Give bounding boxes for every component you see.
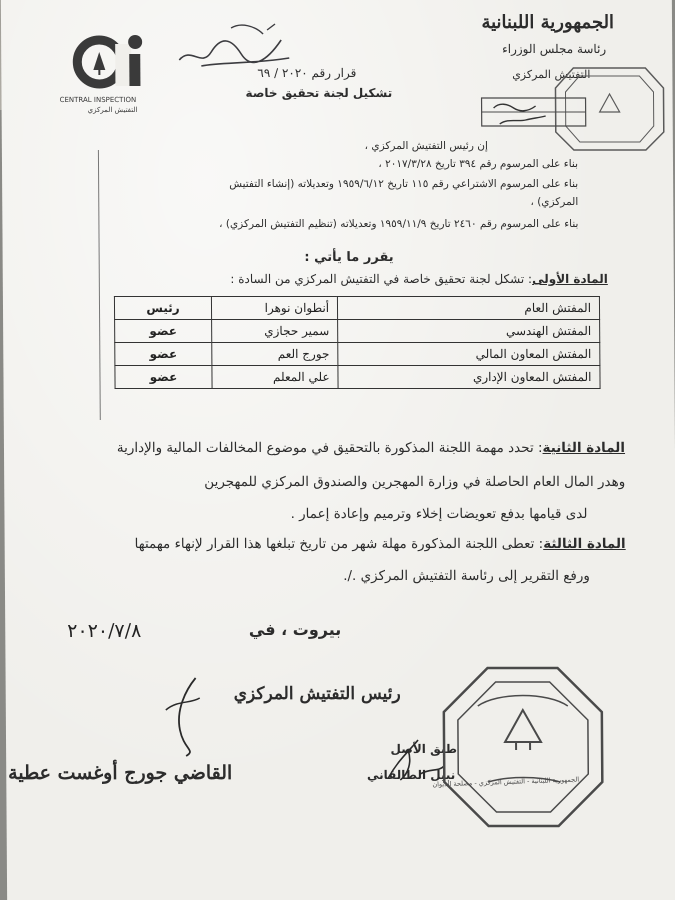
member-role: المفتش العام	[338, 297, 600, 320]
table-row	[115, 366, 600, 389]
decides-heading: يقرر ما يأتي :	[304, 250, 394, 265]
article-3	[135, 536, 626, 552]
article-2	[117, 440, 625, 456]
member-role: المفتش المعاون الإداري	[338, 366, 600, 389]
preamble-line: بناء على المرسوم رقم ٢٤٦٠ تاريخ ١٩٥٩/١١/٩ وتعديلاته (تنظيم التفتيش المركزي) ،	[219, 218, 579, 230]
preamble-line: بناء على المرسوم الاشتراعي رقم ١١٥ تاريخ ١٩٥٩/٦/١٢ وتعديلاته (إنشاء التفتيش	[229, 178, 579, 190]
place-label: بيروت ، في	[248, 620, 342, 639]
article-3-label: المادة الثالثة	[543, 536, 626, 552]
true-copy-label: طبق الأصل	[390, 742, 458, 756]
preamble-line: بناء على المرسوم رقم ٣٩٤ تاريخ ٢٠١٧/٣/٢٨ ،	[378, 158, 579, 170]
member-name: سمير حجازي	[212, 320, 338, 343]
decision-title: تشكيل لجنة تحقيق خاصة	[245, 86, 393, 100]
member-role: المفتش الهندسي	[338, 320, 600, 343]
table-row	[114, 297, 599, 320]
logo-english-text: CENTRAL INSPECTION	[59, 96, 137, 104]
margin-rule	[98, 150, 101, 420]
member-position: عضو	[115, 366, 212, 389]
preamble-line: إن رئيس التفتيش المركزي ،	[364, 140, 488, 152]
member-name: أنطوان نوهرا	[211, 297, 337, 320]
member-name: جورج العم	[212, 343, 338, 366]
registration-box	[480, 96, 590, 130]
article-2-line: وهدر المال العام الحاصلة في وزارة المهجرين والصندوق المركزي للمهجرين	[204, 474, 626, 490]
article-1	[230, 272, 608, 286]
document-page	[1, 0, 675, 900]
member-role: المفتش المعاون المالي	[338, 343, 600, 366]
table-row	[115, 320, 600, 343]
member-position: عضو	[115, 343, 212, 366]
preamble-line: المركزي) ،	[530, 196, 579, 208]
table-row	[115, 343, 600, 366]
article-2-label: المادة الثانية	[542, 440, 626, 456]
member-name: علي المعلم	[212, 366, 338, 389]
decision-number: قرار رقم ٢٠٢٠ / ٦٩	[257, 66, 357, 80]
header-inspection: التفتيش المركزي	[512, 68, 591, 81]
article-3-line: : تعطى اللجنة المذكورة مهلة شهر من تاريخ تبلغها هذا القرار لإنهاء مهمتها	[134, 536, 544, 552]
signer-name: نبيل الطالقاني	[366, 768, 456, 782]
member-position: عضو	[115, 320, 212, 343]
header-republic: الجمهورية اللبنانية	[481, 12, 615, 33]
article-3-line: ورفع التقرير إلى رئاسة التفتيش المركزي ./.	[343, 568, 590, 584]
judge-name: القاضي جورج أوغست عطية	[8, 762, 233, 784]
member-position: رئيس	[114, 297, 211, 320]
handwritten-date: ٢٠٢٠/٧/٨	[67, 620, 142, 642]
article-2-line: لدى قيامها بدفع تعويضات إخلاء وترميم وإعادة إعمار .	[290, 506, 588, 522]
central-inspection-logo	[71, 30, 161, 90]
stamp-inscription: الجمهورية اللبنانية - التفتيش المركزي - مصلحة الديوان	[432, 775, 580, 789]
members-table	[114, 296, 601, 389]
chief-signature	[156, 670, 217, 760]
handwritten-annotation	[171, 18, 301, 78]
article-1-text: : تشكل لجنة تحقيق خاصة في التفتيش المركزي من السادة :	[230, 272, 533, 286]
header-presidency: رئاسة مجلس الوزراء	[502, 42, 607, 56]
chief-title: رئيس التفتيش المركزي	[233, 684, 401, 704]
article-1-label: المادة الأولى	[532, 272, 608, 286]
official-stamp	[437, 662, 608, 832]
logo-arabic-text: التفتيش المركزي	[87, 106, 138, 114]
article-2-line: : تحدد مهمة اللجنة المذكورة بالتحقيق في موضوع المخالفات المالية والإدارية	[116, 440, 543, 456]
